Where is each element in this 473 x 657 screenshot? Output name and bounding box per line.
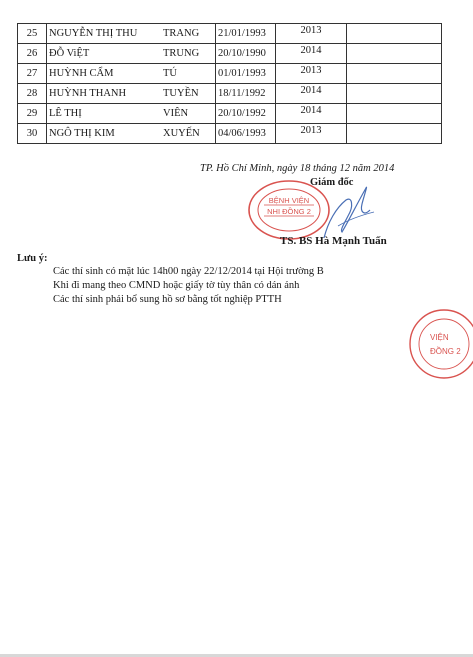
table-row bbox=[18, 24, 442, 44]
stt-cell: 25 bbox=[18, 24, 47, 44]
surname-cell: NGUYỄN THỊ THU bbox=[47, 24, 158, 44]
birth-date-cell: 01/01/1993 bbox=[216, 64, 276, 84]
stt-cell: 30 bbox=[18, 124, 47, 144]
given-name-cell: XUYẾN bbox=[157, 124, 216, 144]
year-cell: 2013 bbox=[276, 24, 347, 44]
note-cell bbox=[347, 44, 442, 64]
year-cell: 2014 bbox=[276, 44, 347, 64]
birth-date-cell: 20/10/1990 bbox=[216, 44, 276, 64]
signature bbox=[318, 182, 378, 240]
surname-cell: HUỲNH THANH bbox=[47, 84, 158, 104]
year-cell: 2013 bbox=[276, 64, 347, 84]
note-cell bbox=[347, 104, 442, 124]
candidate-table bbox=[17, 23, 442, 144]
given-name-cell: TUYỀN bbox=[157, 84, 216, 104]
surname-cell: ĐỖ ViỆT bbox=[47, 44, 158, 64]
table-row bbox=[18, 64, 442, 84]
birth-date-cell: 04/06/1993 bbox=[216, 124, 276, 144]
candidate-table-body bbox=[18, 24, 442, 144]
partial-hospital-stamp bbox=[398, 306, 473, 382]
given-name-cell: TRUNG bbox=[157, 44, 216, 64]
year-cell: 2014 bbox=[276, 104, 347, 124]
notes-title: Lưu ý: bbox=[17, 253, 48, 264]
stt-cell: 27 bbox=[18, 64, 47, 84]
note-item: Khi đi mang theo CMND hoặc giấy tờ tùy thân có dán ảnh bbox=[53, 280, 300, 291]
note-cell bbox=[347, 24, 442, 44]
year-cell: 2013 bbox=[276, 124, 347, 144]
svg-text:NHI ĐỒNG 2: NHI ĐỒNG 2 bbox=[267, 207, 311, 216]
note-cell bbox=[347, 64, 442, 84]
birth-date-cell: 20/10/1992 bbox=[216, 104, 276, 124]
year-cell: 2014 bbox=[276, 84, 347, 104]
svg-text:ĐỒNG 2: ĐỒNG 2 bbox=[430, 347, 461, 356]
birth-date-cell: 18/11/1992 bbox=[216, 84, 276, 104]
given-name-cell: TRANG bbox=[157, 24, 216, 44]
surname-cell: HUỲNH CẨM bbox=[47, 64, 158, 84]
given-name-cell: VIÊN bbox=[157, 104, 216, 124]
note-cell bbox=[347, 84, 442, 104]
surname-cell: LÊ THỊ bbox=[47, 104, 158, 124]
table-row bbox=[18, 124, 442, 144]
birth-date-cell: 21/01/1993 bbox=[216, 24, 276, 44]
note-item: Các thí sinh phải bổ sung hồ sơ bằng tốt nghiệp PTTH bbox=[53, 294, 282, 305]
notes-list bbox=[53, 265, 324, 307]
svg-text:VIỆN: VIỆN bbox=[430, 333, 449, 342]
stt-cell: 29 bbox=[18, 104, 47, 124]
surname-cell: NGÔ THỊ KIM bbox=[47, 124, 158, 144]
note-item: Các thí sinh có mặt lúc 14h00 ngày 22/12/2014 tại Hội trường B bbox=[53, 266, 324, 277]
stt-cell: 28 bbox=[18, 84, 47, 104]
place-date: TP. Hồ Chí Minh, ngày 18 tháng 12 năm 2014 bbox=[200, 163, 395, 174]
stt-cell: 26 bbox=[18, 44, 47, 64]
signer-name: TS. BS Hà Mạnh Tuấn bbox=[280, 235, 387, 247]
svg-text:BỆNH VIỆN: BỆNH VIỆN bbox=[268, 196, 310, 205]
table-row bbox=[18, 84, 442, 104]
note-cell bbox=[347, 124, 442, 144]
signer-role: Giám đốc bbox=[310, 177, 354, 188]
table-row bbox=[18, 44, 442, 64]
given-name-cell: TÚ bbox=[157, 64, 216, 84]
table-row bbox=[18, 104, 442, 124]
